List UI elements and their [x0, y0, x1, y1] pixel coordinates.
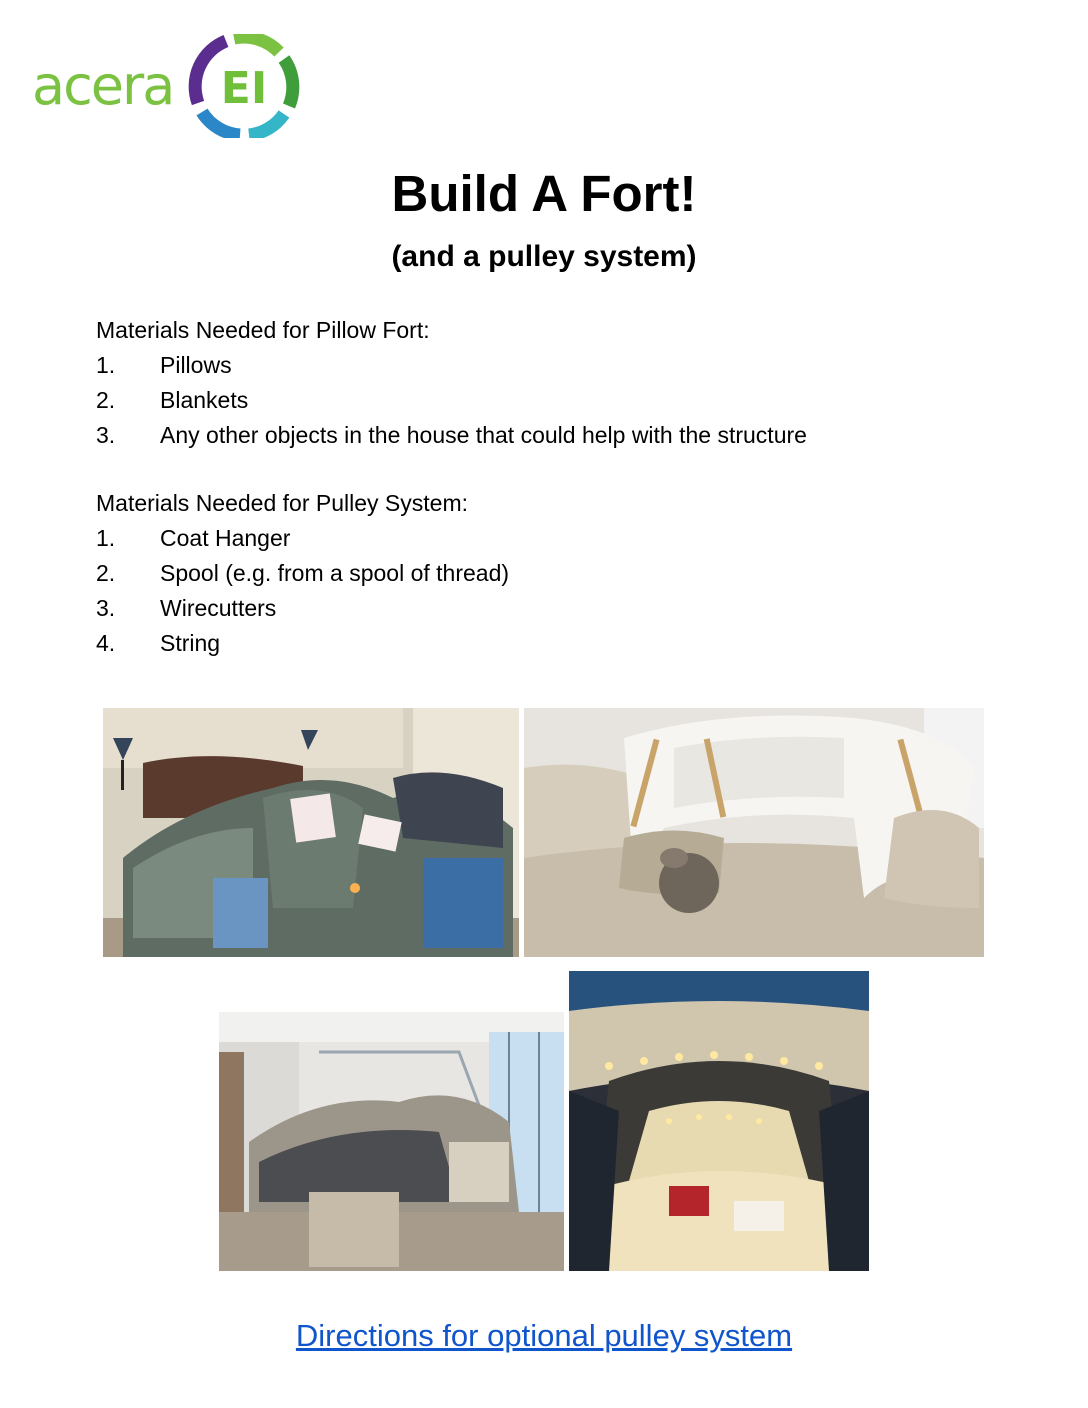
list-text: Blankets [160, 387, 249, 413]
list-number: 1. [96, 352, 116, 378]
list-item [96, 591, 996, 626]
list-item [96, 383, 996, 418]
list-item [96, 418, 996, 453]
list-text: Pillows [160, 352, 232, 378]
list-text: Coat Hanger [160, 525, 291, 551]
logo-wordmark: acera [32, 54, 174, 117]
page-title: Build A Fort! [391, 165, 697, 222]
list-number: 1. [96, 525, 116, 551]
pillow-fort-heading: Materials Needed for Pillow Fort: [96, 317, 430, 343]
pillow-fort-list [96, 348, 996, 453]
list-text: Any other objects in the house that could help with the structure [160, 422, 807, 448]
list-text: Wirecutters [160, 595, 277, 621]
photo-couch-blanket-fort [103, 708, 519, 957]
logo-badge-ring [195, 37, 293, 135]
page-subtitle: (and a pulley system) [391, 240, 697, 273]
list-number: 2. [96, 560, 116, 586]
list-text: String [160, 630, 221, 656]
pulley-system-list [96, 521, 996, 661]
list-text: Spool (e.g. from a spool of thread) [160, 560, 510, 586]
list-item [96, 348, 996, 383]
pulley-system-materials [96, 486, 996, 661]
list-number: 3. [96, 595, 116, 621]
list-item [96, 626, 996, 661]
photo-comforter-fort [524, 708, 984, 957]
photo-lit-fort [569, 971, 869, 1271]
pulley-directions-link[interactable]: Directions for optional pulley system [295, 1318, 793, 1353]
list-number: 4. [96, 630, 116, 656]
photo-lobby-fort [219, 1012, 564, 1271]
acera-ei-logo [32, 34, 300, 138]
pillow-fort-materials [96, 313, 996, 453]
list-number: 2. [96, 387, 116, 413]
pulley-system-heading: Materials Needed for Pulley System: [96, 490, 468, 516]
list-number: 3. [96, 422, 116, 448]
list-item [96, 521, 996, 556]
logo-badge-text: EI [220, 63, 268, 114]
list-item [96, 556, 996, 591]
